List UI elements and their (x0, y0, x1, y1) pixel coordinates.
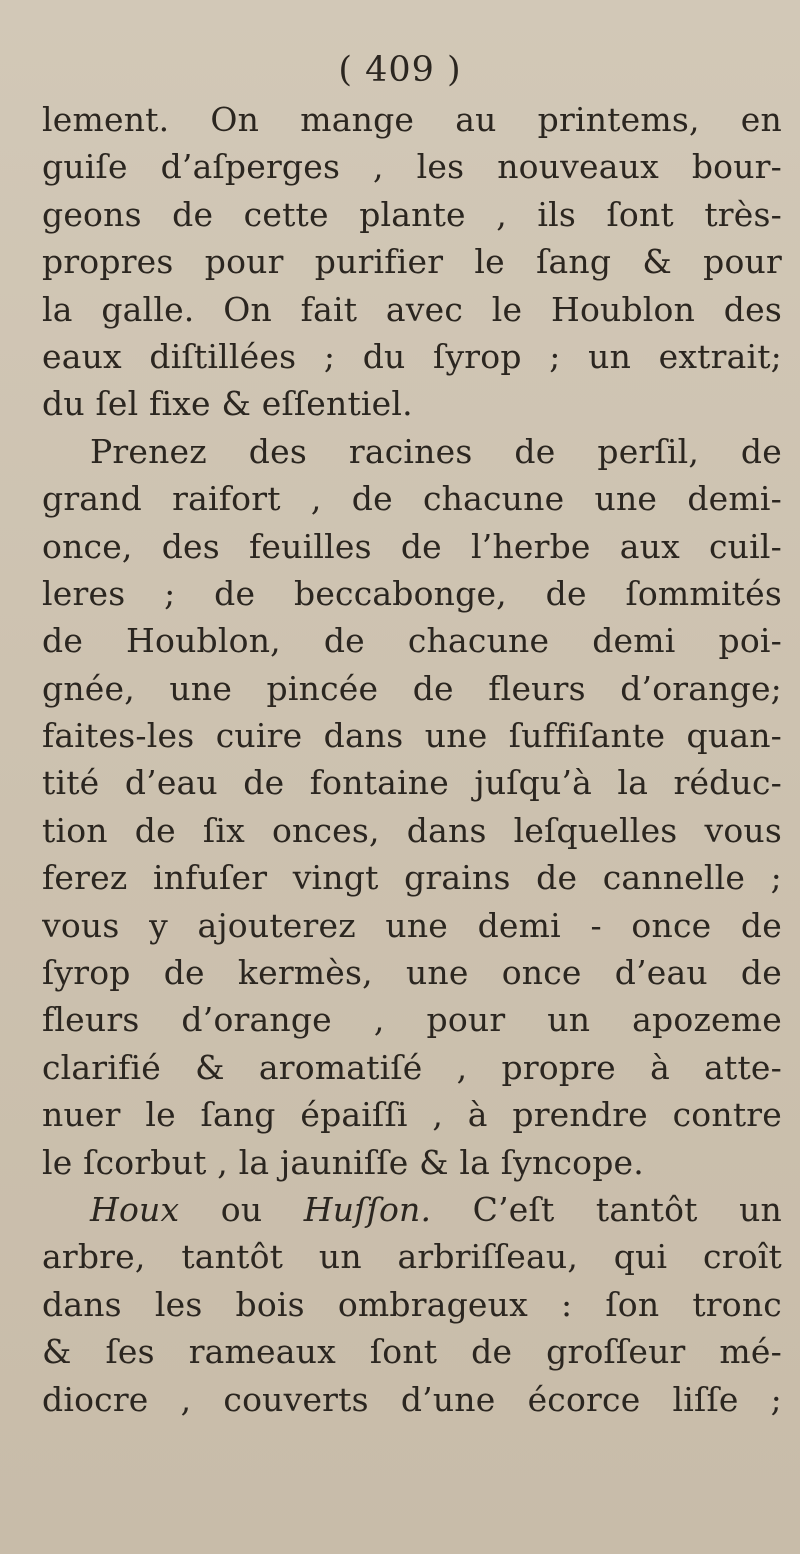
text-line: guiſe d’aſperges , les nouveaux bour- (42, 147, 782, 187)
paragraph-start-line: Prenez des racines de perſil, de (90, 431, 782, 471)
text-line: faites-les cuire dans une ſuffiſante quan- (42, 716, 782, 756)
text-line: fleurs d’orange , pour un apozeme (42, 1000, 782, 1040)
text-line: once, des feuilles de l’herbe aux cuil- (42, 526, 782, 566)
text-line: grand raifort , de chacune une demi- (42, 479, 782, 519)
text-line: de Houblon, de chacune demi poi- (42, 621, 782, 661)
entry-definition-start: C’eſt tantôt un (431, 1189, 782, 1229)
body-text (42, 96, 782, 1423)
text-line: diocre , couverts d’une écorce liſſe ; (42, 1379, 782, 1419)
text-line: ſyrop de kermès, une once d’eau de (42, 953, 782, 993)
text-line: le ſcorbut , la jauniſſe & la ſyncope. (42, 1142, 644, 1182)
text-line: nuer le ſang épaiſſi , à prendre contre (42, 1095, 782, 1135)
text-line: lement. On mange au printems, en (42, 100, 782, 139)
entry-headword: Houx (90, 1189, 180, 1229)
text-line: clarifié & aromatiſé , propre à atte- (42, 1047, 782, 1087)
text-line: tité d’eau de fontaine juſqu’à la réduc- (42, 763, 782, 803)
text-line: ferez infuſer vingt grains de cannelle ; (42, 858, 782, 898)
text-line: du ſel fixe & eſſentiel. (42, 384, 413, 424)
text-line: geons de cette plante , ils ſont très- (42, 194, 782, 234)
text-line: & ſes rameaux ſont de groſſeur mé- (42, 1332, 782, 1372)
text-line: vous y ajouterez une demi - once de (42, 905, 782, 945)
page-number: ( 409 ) (338, 50, 462, 90)
text-line: leres ; de beccabonge, de ſommités (42, 573, 782, 613)
entry-connector: ou (179, 1189, 304, 1229)
text-line: dans les bois ombrageux : ſon tronc (42, 1284, 782, 1324)
text-line: la galle. On fait avec le Houblon des (42, 289, 782, 329)
text-line: gnée, une pincée de fleurs d’orange; (42, 668, 782, 708)
text-line: propres pour purifier le ſang & pour (42, 242, 782, 282)
entry-houx-line (42, 1186, 782, 1233)
text-line: tion de ſix onces, dans leſquelles vous (42, 810, 782, 850)
text-line: arbre, tantôt un arbriſſeau, qui croît (42, 1237, 782, 1277)
entry-synonym: Huſſon. (303, 1189, 432, 1229)
text-line: eaux diſtillées ; du ſyrop ; un extrait; (42, 336, 782, 376)
